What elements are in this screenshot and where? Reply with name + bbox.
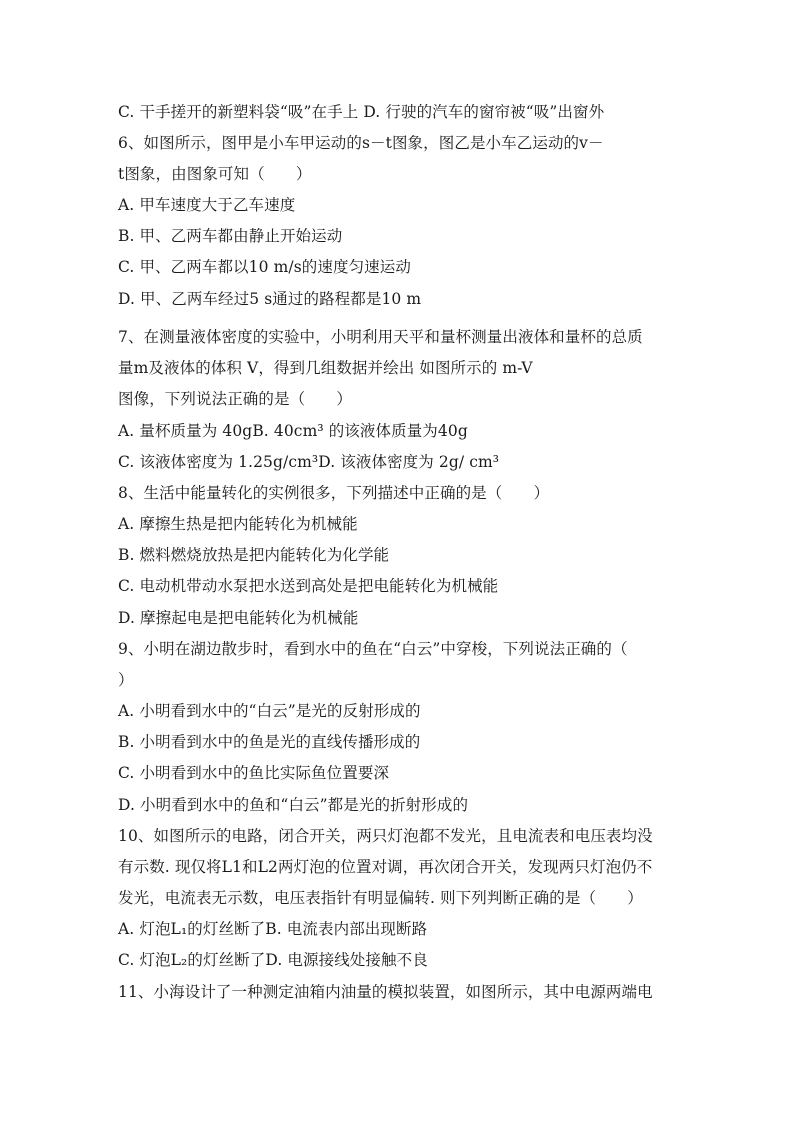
question-6-option-b: B. 甲、乙两车都由静止开始运动 xyxy=(118,227,343,245)
question-9-stem-cont: ） xyxy=(118,671,134,689)
question-9-option-d: D. 小明看到水中的鱼和“白云”都是光的折射形成的 xyxy=(118,796,469,814)
question-11-stem: 11、小海设计了一种测定油箱内油量的模拟装置，如图所示，其中电源两端电 xyxy=(118,983,653,1001)
question-8-option-b: B. 燃料燃烧放热是把内能转化为化学能 xyxy=(118,546,390,564)
question-10-stem-cont-2: 发光，电流表无示数，电压表指针有明显偏转. 则下列判断正确的是（ ） xyxy=(118,889,643,907)
question-7-options-cd: C. 该液体密度为 1.25g/cm³D. 该液体密度为 2g/ cm³ xyxy=(118,453,500,471)
question-6-option-c: C. 甲、乙两车都以10 m/s的速度匀速运动 xyxy=(118,258,411,276)
question-6-stem: 6、如图所示，图甲是小车甲运动的s－t图象，图乙是小车乙运动的v－ xyxy=(118,134,604,152)
question-6-option-a: A. 甲车速度大于乙车速度 xyxy=(118,196,296,214)
question-6-stem-cont: t图象，由图象可知（ ） xyxy=(118,165,312,183)
question-5-options-cd: C. 干手搓开的新塑料袋“吸”在手上 D. 行驶的汽车的窗帘被“吸”出窗外 xyxy=(118,103,605,121)
question-7-stem-cont-2: 图像，下列说法正确的是（ ） xyxy=(118,390,353,408)
question-8-option-a: A. 摩擦生热是把内能转化为机械能 xyxy=(118,515,358,533)
question-8-option-c: C. 电动机带动水泵把水送到高处是把电能转化为机械能 xyxy=(118,577,499,595)
question-10-options-ab: A. 灯泡L₁的灯丝断了B. 电流表内部出现断路 xyxy=(118,920,428,938)
question-9-option-c: C. 小明看到水中的鱼比实际鱼位置要深 xyxy=(118,764,390,782)
question-7-options-ab: A. 量杯质量为 40gB. 40cm³ 的该液体质量为40g xyxy=(118,422,468,440)
question-8-option-d: D. 摩擦起电是把电能转化为机械能 xyxy=(118,609,359,627)
question-9-option-b: B. 小明看到水中的鱼是光的直线传播形成的 xyxy=(118,733,421,751)
question-9-stem: 9、小明在湖边散步时，看到水中的鱼在“白云”中穿梭，下列说法正确的（ xyxy=(118,640,628,658)
question-8-stem: 8、生活中能量转化的实例很多，下列描述中正确的是（ ） xyxy=(118,484,550,502)
question-10-stem-cont: 有示数. 现仅将L1和L2两灯泡的位置对调，再次闭合开关，发现两只灯泡仍不 xyxy=(118,858,653,876)
question-10-stem: 10、如图所示的电路，闭合开关，两只灯泡都不发光，且电流表和电压表均没 xyxy=(118,827,653,845)
question-9-option-a: A. 小明看到水中的“白云”是光的反射形成的 xyxy=(118,702,421,720)
question-6-option-d: D. 甲、乙两车经过5 s通过的路程都是10 m xyxy=(118,290,422,308)
question-7-stem: 7、在测量液体密度的实验中，小明利用天平和量杯测量出液体和量杯的总质 xyxy=(118,328,643,346)
question-7-stem-cont: 量m及液体的体积 V，得到几组数据并绘出 如图所示的 m-V xyxy=(118,359,533,377)
question-10-options-cd: C. 灯泡L₂的灯丝断了D. 电源接线处接触不良 xyxy=(118,951,428,969)
